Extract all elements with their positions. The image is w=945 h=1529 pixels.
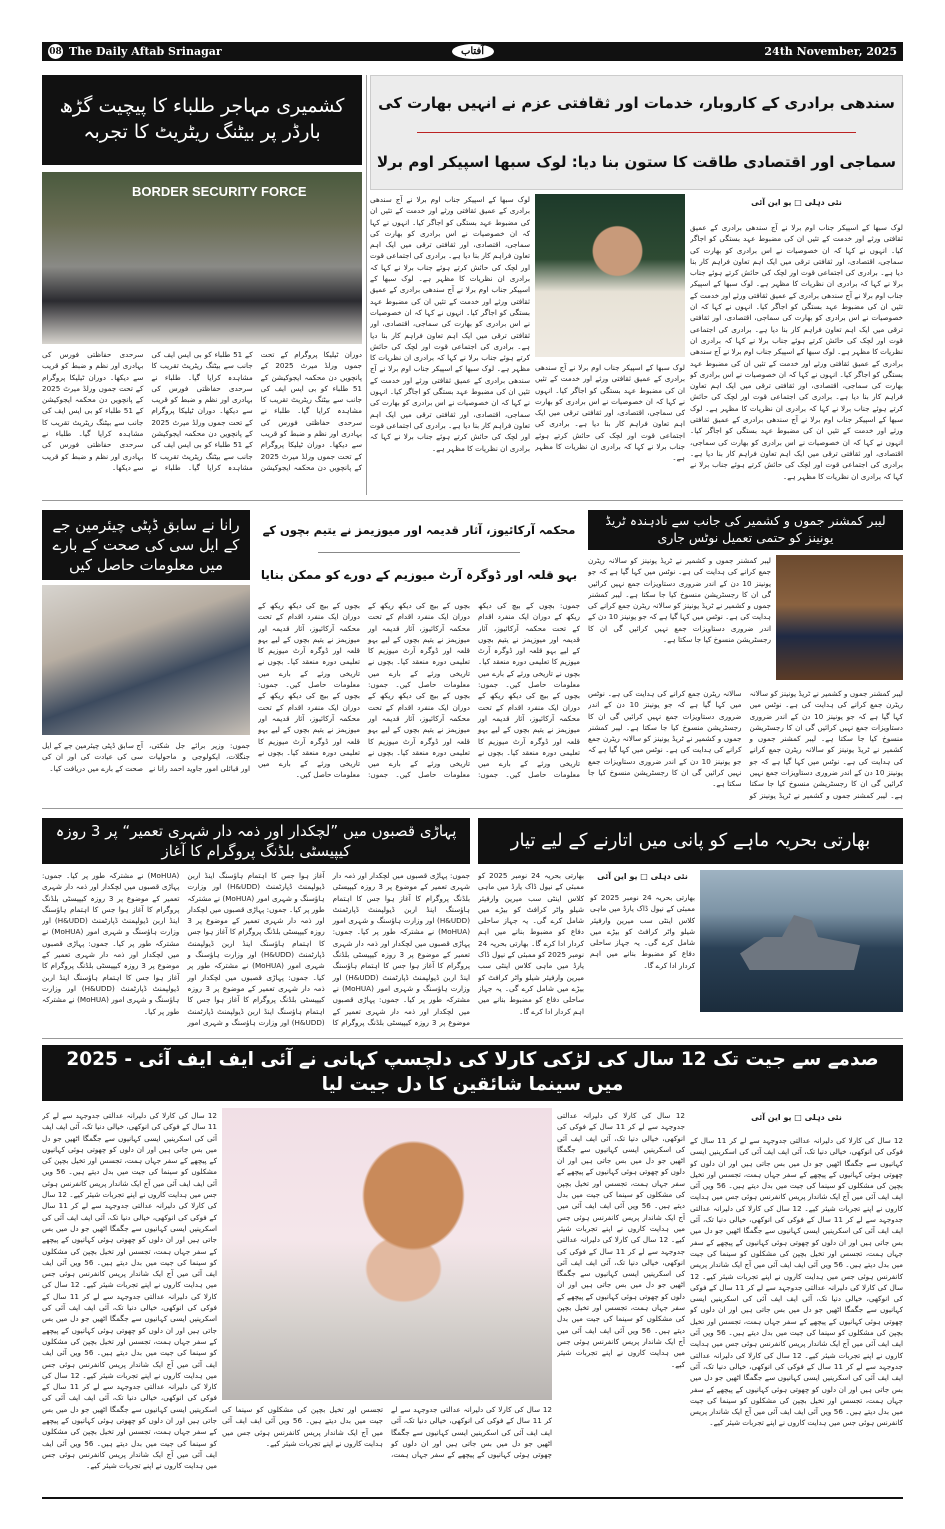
capacity-headline: پہاڑی قصبوں میں ”لچکدار اور ذمہ دار شہری تعمیر“ پر 3 روزہ کیپیسٹی بلڈنگ پروگرام کا آغاز	[42, 818, 470, 864]
orphans-headline-line2: بہو قلعہ اور ڈوگرہ آرٹ میوزیم کے دورے کو ممکن بنایا	[260, 567, 578, 582]
students-headline: کشمیری مہاجر طلباء کا پیچیت گڑھ بارڈر پر بیٹنگ ریٹریٹ کا تجربہ	[42, 75, 362, 165]
iffi-body-col1: 12 سال کی کارلا کی دلیرانہ عدالتی جدوجہد سے لے کر 11 سال کے فوکی کی انوکھی، خیالی دنیا تک، آئی ایف ایف آئی کی اسکرینیں ایسی کہانیوں سے جگمگا اٹھیں جو دل میں بس جاتی ہیں اور ان دلوں کو چھوتی ہوئی کہانیوں کے پیچھے کے سفر جہاں ہمت، تجسس اور تخیل بچپن کی مشکلوں کو سینما کی جیت میں بدل دیتے ہیں۔ 56 ویں آئی ایف ایف آئی میں آج ایک شاندار پریس کانفرنس ہوئی جس میں ہدایت کاروں نے اپنے تجربات شیئر کیے۔ 12 سال کی کارلا کی دلیرانہ عدالتی جدوجہد سے لے کر 11 سال کے فوکی کی انوکھی، خیالی دنیا تک، آئی ایف ایف آئی کی اسکرینیں ایسی کہانیوں سے جگمگا اٹھیں جو دل میں بس جاتی ہیں اور ان دلوں کو چھوتی ہوئی کہانیوں کے پیچھے کے سفر جہاں ہمت، تجسس اور تخیل بچپن کی مشکلوں کو سینما کی جیت میں بدل دیتے ہیں۔ 56 ویں آئی ایف ایف آئی میں آج ایک شاندار پریس کانفرنس ہوئی جس میں ہدایت کاروں نے اپنے تجربات شیئر کیے۔ 12 سال کی کارلا کی دلیرانہ عدالتی جدوجہد سے لے کر 11 سال کے فوکی کی انوکھی، خیالی دنیا تک، آئی ایف ایف آئی کی اسکرینیں ایسی کہانیوں سے جگمگا اٹھیں جو دل میں بس جاتی ہیں اور ان دلوں کو چھوتی ہوئی کہانیوں کے پیچھے کے سفر جہاں ہمت، تجسس اور تخیل بچپن کی مشکلوں کو سینما کی جیت میں بدل دیتے ہیں۔ 56 ویں آئی ایف ایف آئی میں آج ایک شاندار پریس کانفرنس ہوئی جس میں ہدایت کاروں نے اپنے تجربات شیئر کیے۔ 12 سال کی کارلا کی دلیرانہ عدالتی جدوجہد سے لے کر 11 سال کے فوکی کی انوکھی، خیالی دنیا تک، آئی ایف ایف آئی کی اسکرینیں ایسی کہانیوں سے جگمگا اٹھیں جو دل میں بس جاتی ہیں اور ان دلوں کو چھوتی ہوئی کہانیوں کے پیچھے کے سفر جہاں ہمت، تجسس اور تخیل بچپن کی مشکلوں کو سینما کی جیت میں بدل دیتے ہیں۔ 56 ویں آئی ایف ایف آئی میں آج ایک شاندار پریس کانفرنس ہوئی جس میں ہدایت کاروں نے اپنے تجربات شیئر کیے۔	[690, 1136, 903, 1428]
navy-headline: بھارتی بحریہ ماہے کو پانی میں اتارنے کے لیے تیار	[478, 818, 903, 864]
orphans-headline	[258, 510, 580, 594]
divider	[366, 75, 367, 495]
rana-headline: رانا نے سابق ڈپٹی چیئرمین جے کے ایل سی کی صحت کے بارے میں معلومات حاصل کیں	[42, 510, 250, 580]
orphans-body: جموں: بچوں کے بیچ کی دیکھ ریکھ کے دوران ایک منفرد اقدام کے تحت محکمہ آرکائیوز، آثار قدیمہ اور میوزیمز نے یتیم بچوں کے لیے بہو قلعہ اور ڈوگرہ آرٹ میوزیم کا تعلیمی دورہ منعقد کیا۔ بچوں نے تاریخی ورثے کے بارے میں معلومات حاصل کیں۔ جموں: بچوں کے بیچ کی دیکھ ریکھ کے دوران ایک منفرد اقدام کے تحت محکمہ آرکائیوز، آثار قدیمہ اور میوزیمز نے یتیم بچوں کے لیے بہو قلعہ اور ڈوگرہ آرٹ میوزیم کا تعلیمی دورہ منعقد کیا۔ بچوں نے تاریخی ورثے کے بارے میں معلومات حاصل کیں۔ جموں: بچوں کے بیچ کی دیکھ ریکھ کے دوران ایک منفرد اقدام کے تحت محکمہ آرکائیوز، آثار قدیمہ اور میوزیمز نے یتیم بچوں کے لیے بہو قلعہ اور ڈوگرہ آرٹ میوزیم کا تعلیمی دورہ منعقد کیا۔ بچوں نے تاریخی ورثے کے بارے میں معلومات حاصل کیں۔ جموں: بچوں کے بیچ کی دیکھ ریکھ کے دوران ایک منفرد اقدام کے تحت محکمہ آرکائیوز، آثار قدیمہ اور میوزیمز نے یتیم بچوں کے لیے بہو قلعہ اور ڈوگرہ آرٹ میوزیم کا تعلیمی دورہ منعقد کیا۔ بچوں نے تاریخی ورثے کے بارے میں معلومات حاصل کیں۔ جموں: بچوں کے بیچ کی دیکھ ریکھ کے دوران ایک منفرد اقدام کے تحت محکمہ آرکائیوز، آثار قدیمہ اور میوزیمز نے یتیم بچوں کے لیے بہو قلعہ اور ڈوگرہ آرٹ میوزیم کا تعلیمی دورہ منعقد کیا۔ بچوں نے تاریخی ورثے کے بارے میں معلومات حاصل کیں۔ جموں: بچوں کے بیچ کی دیکھ ریکھ کے دوران ایک منفرد اقدام کے تحت محکمہ آرکائیوز، آثار قدیمہ اور میوزیمز نے یتیم بچوں کے لیے بہو قلعہ اور ڈوگرہ آرٹ میوزیم کا تعلیمی دورہ منعقد کیا۔ بچوں نے تاریخی ورثے کے بارے میں معلومات حاصل کیں۔	[258, 601, 580, 780]
paper-name: The Daily Aftab Srinagar	[69, 45, 222, 58]
rana-photo	[42, 585, 250, 735]
divider	[42, 1038, 903, 1039]
navy-body-col1: بھارتی بحریہ 24 نومبر 2025 کو ممبئی کے نیول ڈاک یارڈ میں ماہی کلاس اینٹی سب میرین وارفیئر شیلو واٹر کرافٹ کو بیڑے میں شامل کرے گی۔ یہ جہاز ساحلی دفاع کو مضبوط بنانے میں اہم کردار ادا کرے گا۔	[590, 893, 695, 970]
carla-photo	[222, 1108, 552, 1400]
photo-sign: BORDER SECURITY FORCE	[132, 184, 307, 199]
sindhi-body-col3: لوک سبھا کے اسپیکر جناب اوم برلا نے آج سندھی برادری کے عمیق ثقافتی ورثے اور خدمت کے تئیں ان کی مضبوط عہد بستگی کو اجاگر کیا۔ انہوں نے کہا کہ ان خصوصیات نے اس برادری کو بھارت کی سماجی، اقتصادی، اور ثقافتی ترقی میں ایک اہم تعاون فراہم کار بنا دیا ہے۔ برادری کی اجتماعی قوت اور لچک کی حائش کرتے ہوئے جناب برلا نے کہا کہ برادری ان نظریات کا مظہر ہے۔ لوک سبھا کے اسپیکر جناب اوم برلا نے آج سندھی برادری کے عمیق ثقافتی ورثے اور خدمت کے تئیں ان کی مضبوط عہد بستگی کو اجاگر کیا۔ انہوں نے کہا کہ ان خصوصیات نے اس برادری کو بھارت کی سماجی، اقتصادی، اور ثقافتی ترقی میں ایک اہم تعاون فراہم کار بنا دیا ہے۔ برادری کی اجتماعی قوت اور لچک کی حائش کرتے ہوئے جناب برلا نے کہا کہ برادری ان نظریات کا مظہر ہے۔ لوک سبھا کے اسپیکر جناب اوم برلا نے آج سندھی برادری کے عمیق ثقافتی ورثے اور خدمت کے تئیں ان کی مضبوط عہد بستگی کو اجاگر کیا۔ انہوں نے کہا کہ ان خصوصیات نے اس برادری کو بھارت کی سماجی، اقتصادی، اور ثقافتی ترقی میں ایک اہم تعاون فراہم کار بنا دیا ہے۔ برادری کی اجتماعی قوت اور لچک کی حائش کرتے ہوئے جناب برلا نے کہا کہ برادری ان نظریات کا مظہر ہے۔	[370, 195, 530, 453]
paper-logo: آفتاب	[452, 44, 494, 59]
divider	[42, 500, 903, 501]
ship-shape	[740, 915, 860, 970]
labour-body-top: لیبر کمشنر جموں و کشمیر نے ٹریڈ یونینز کو سالانہ ریٹرن جمع کرانے کی ہدایت کی ہے۔ نوٹس میں کہا گیا ہے کہ جو یونینز 10 دن کے اندر ضروری دستاویزات جمع نہیں کرائیں گی ان کا رجسٹریشن منسوخ کیا جا سکتا ہے۔ لیبر کمشنر جموں و کشمیر نے ٹریڈ یونینز کو سالانہ ریٹرن جمع کرانے کی ہدایت کی ہے۔ نوٹس میں کہا گیا ہے کہ جو یونینز 10 دن کے اندر ضروری دستاویزات جمع نہیں کرائیں گی ان کا رجسٹریشن منسوخ کیا جا سکتا ہے۔	[588, 556, 771, 645]
iffi-body-col4: 12 سال کی کارلا کی دلیرانہ عدالتی جدوجہد سے لے کر 11 سال کے فوکی کی انوکھی، خیالی دنیا تک، آئی ایف ایف آئی کی اسکرینیں ایسی کہانیوں سے جگمگا اٹھیں جو دل میں بس جاتی ہیں اور ان دلوں کو چھوتی ہوئی کہانیوں کے پیچھے کے سفر جہاں ہمت، تجسس اور تخیل بچپن کی مشکلوں کو سینما کی جیت میں بدل دیتے ہیں۔ 56 ویں آئی ایف ایف آئی میں آج ایک شاندار پریس کانفرنس ہوئی جس میں ہدایت کاروں نے اپنے تجربات شیئر کیے۔ 12 سال کی کارلا کی دلیرانہ عدالتی جدوجہد سے لے کر 11 سال کے فوکی کی انوکھی، خیالی دنیا تک، آئی ایف ایف آئی کی اسکرینیں ایسی کہانیوں سے جگمگا اٹھیں جو دل میں بس جاتی ہیں اور ان دلوں کو چھوتی ہوئی کہانیوں کے پیچھے کے سفر جہاں ہمت، تجسس اور تخیل بچپن کی مشکلوں کو سینما کی جیت میں بدل دیتے ہیں۔ 56 ویں آئی ایف ایف آئی میں آج ایک شاندار پریس کانفرنس ہوئی جس میں ہدایت کاروں نے اپنے تجربات شیئر کیے۔ 12 سال کی کارلا کی دلیرانہ عدالتی جدوجہد سے لے کر 11 سال کے فوکی کی انوکھی، خیالی دنیا تک، آئی ایف ایف آئی کی اسکرینیں ایسی کہانیوں سے جگمگا اٹھیں جو دل میں بس جاتی ہیں اور ان دلوں کو چھوتی ہوئی کہانیوں کے پیچھے کے سفر جہاں ہمت، تجسس اور تخیل بچپن کی مشکلوں کو سینما کی جیت میں بدل دیتے ہیں۔ 56 ویں آئی ایف ایف آئی میں آج ایک شاندار پریس کانفرنس ہوئی جس میں ہدایت کاروں نے اپنے تجربات شیئر کیے۔ 12 سال کی کارلا کی دلیرانہ عدالتی جدوجہد سے لے کر 11 سال کے فوکی کی انوکھی، خیالی دنیا تک، آئی ایف ایف آئی کی اسکرینیں ایسی کہانیوں سے جگمگا اٹھیں جو دل میں بس جاتی ہیں اور ان دلوں کو چھوتی ہوئی کہانیوں کے پیچھے کے سفر جہاں ہمت، تجسس اور تخیل بچپن کی مشکلوں کو سینما کی جیت میں بدل دیتے ہیں۔ 56 ویں آئی ایف ایف آئی میں آج ایک شاندار پریس کانفرنس ہوئی جس میں ہدایت کاروں نے اپنے تجربات شیئر کیے۔	[42, 1111, 217, 1471]
sindhi-headline-line2: سماجی اور اقتصادی طاقت کا ستون بنا دیا: لوک سبھا اسپیکر اوم برلا	[377, 153, 896, 171]
iffi-body-col2: 12 سال کی کارلا کی دلیرانہ عدالتی جدوجہد سے لے کر 11 سال کے فوکی کی انوکھی، خیالی دنیا تک، آئی ایف ایف آئی کی اسکرینیں ایسی کہانیوں سے جگمگا اٹھیں جو دل میں بس جاتی ہیں اور ان دلوں کو چھوتی ہوئی کہانیوں کے پیچھے کے سفر جہاں ہمت، تجسس اور تخیل بچپن کی مشکلوں کو سینما کی جیت میں بدل دیتے ہیں۔ 56 ویں آئی ایف ایف آئی میں آج ایک شاندار پریس کانفرنس ہوئی جس میں ہدایت کاروں نے اپنے تجربات شیئر کیے۔ 12 سال کی کارلا کی دلیرانہ عدالتی جدوجہد سے لے کر 11 سال کے فوکی کی انوکھی، خیالی دنیا تک، آئی ایف ایف آئی کی اسکرینیں ایسی کہانیوں سے جگمگا اٹھیں جو دل میں بس جاتی ہیں اور ان دلوں کو چھوتی ہوئی کہانیوں کے پیچھے کے سفر جہاں ہمت، تجسس اور تخیل بچپن کی مشکلوں کو سینما کی جیت میں بدل دیتے ہیں۔ 56 ویں آئی ایف ایف آئی میں آج ایک شاندار پریس کانفرنس ہوئی جس میں ہدایت کاروں نے اپنے تجربات شیئر کیے۔	[557, 1111, 685, 1369]
navy-body-col2: بھارتی بحریہ 24 نومبر 2025 کو ممبئی کے نیول ڈاک یارڈ میں ماہی کلاس اینٹی سب میرین وارفیئر شیلو واٹر کرافٹ کو بیڑے میں شامل کرے گی۔ یہ جہاز ساحلی دفاع کو مضبوط بنانے میں اہم کردار ادا کرے گا۔ بھارتی بحریہ 24 نومبر 2025 کو ممبئی کے نیول ڈاک یارڈ میں ماہی کلاس اینٹی سب میرین وارفیئر شیلو واٹر کرافٹ کو بیڑے میں شامل کرے گی۔ یہ جہاز ساحلی دفاع کو مضبوط بنانے میں اہم کردار ادا کرے گا۔	[478, 871, 584, 1016]
footer-rule	[42, 1497, 903, 1499]
students-photo	[42, 172, 362, 344]
iffi-headline: صدمے سے جیت تک 12 سال کی لڑکی کارلا کی دلچسپ کہانی نے آئی ایف ایف آئی - 2025 میں سینما شائقین کا دل جیت لیا	[42, 1045, 903, 1101]
students-body: دوران ٹیلیکا پروگرام کے تحت جموں ورلڈ میرٹ 2025 کے پانچویں دن محکمہ ایجوکیشن کے 51 طلباء کو بی ایس ایف کی جانب سے بیٹنگ ریٹریٹ تقریب کا مشاہدہ کرایا گیا۔ طلباء نے سرحدی حفاظتی فورس کی بہادری اور نظم و ضبط کو قریب سے دیکھا۔ دوران ٹیلیکا پروگرام کے تحت جموں ورلڈ میرٹ 2025 کے پانچویں دن محکمہ ایجوکیشن کے 51 طلباء کو بی ایس ایف کی جانب سے بیٹنگ ریٹریٹ تقریب کا مشاہدہ کرایا گیا۔ طلباء نے سرحدی حفاظتی فورس کی بہادری اور نظم و ضبط کو قریب سے دیکھا۔ دوران ٹیلیکا پروگرام کے تحت جموں ورلڈ میرٹ 2025 کے پانچویں دن محکمہ ایجوکیشن کے 51 طلباء کو بی ایس ایف کی جانب سے بیٹنگ ریٹریٹ تقریب کا مشاہدہ کرایا گیا۔ طلباء نے سرحدی حفاظتی فورس کی بہادری اور نظم و ضبط کو قریب سے دیکھا۔ دوران ٹیلیکا پروگرام کے تحت جموں ورلڈ میرٹ 2025 کے پانچویں دن محکمہ ایجوکیشن کے 51 طلباء کو بی ایس ایف کی جانب سے بیٹنگ ریٹریٹ تقریب کا مشاہدہ کرایا گیا۔ طلباء نے سرحدی حفاظتی فورس کی بہادری اور نظم و ضبط کو قریب سے دیکھا۔	[42, 350, 362, 472]
capacity-body: جموں: پہاڑی قصبوں میں لچکدار اور ذمہ دار شہری تعمیر کے موضوع پر 3 روزہ کیپیسٹی بلڈنگ پروگرام کا آغاز ہوا جس کا اہتمام ہاؤسنگ اینڈ اربن ڈیولپمنٹ ڈپارٹمنٹ (H&UDD) اور وزارت ہاؤسنگ و شہری امور (MoHUA) نے مشترکہ طور پر کیا۔ جموں: پہاڑی قصبوں میں لچکدار اور ذمہ دار شہری تعمیر کے موضوع پر 3 روزہ کیپیسٹی بلڈنگ پروگرام کا آغاز ہوا جس کا اہتمام ہاؤسنگ اینڈ اربن ڈیولپمنٹ ڈپارٹمنٹ (H&UDD) اور وزارت ہاؤسنگ و شہری امور (MoHUA) نے مشترکہ طور پر کیا۔ جموں: پہاڑی قصبوں میں لچکدار اور ذمہ دار شہری تعمیر کے موضوع پر 3 روزہ کیپیسٹی بلڈنگ پروگرام کا آغاز ہوا جس کا اہتمام ہاؤسنگ اینڈ اربن ڈیولپمنٹ ڈپارٹمنٹ (H&UDD) اور وزارت ہاؤسنگ و شہری امور (MoHUA) نے مشترکہ طور پر کیا۔ جموں: پہاڑی قصبوں میں لچکدار اور ذمہ دار شہری تعمیر کے موضوع پر 3 روزہ کیپیسٹی بلڈنگ پروگرام کا آغاز ہوا جس کا اہتمام ہاؤسنگ اینڈ اربن ڈیولپمنٹ ڈپارٹمنٹ (H&UDD) اور وزارت ہاؤسنگ و شہری امور (MoHUA) نے مشترکہ طور پر کیا۔ جموں: پہاڑی قصبوں میں لچکدار اور ذمہ دار شہری تعمیر کے موضوع پر 3 روزہ کیپیسٹی بلڈنگ پروگرام کا آغاز ہوا جس کا اہتمام ہاؤسنگ اینڈ اربن ڈیولپمنٹ ڈپارٹمنٹ (H&UDD) اور وزارت ہاؤسنگ و شہری امور (MoHUA) نے مشترکہ طور پر کیا۔ جموں: پہاڑی قصبوں میں لچکدار اور ذمہ دار شہری تعمیر کے موضوع پر 3 روزہ کیپیسٹی بلڈنگ پروگرام کا آغاز ہوا جس کا اہتمام ہاؤسنگ اینڈ اربن ڈیولپمنٹ ڈپارٹمنٹ (H&UDD) اور وزارت ہاؤسنگ و شہری امور (MoHUA) نے مشترکہ طور پر کیا۔ جموں: پہاڑی قصبوں میں لچکدار اور ذمہ دار شہری تعمیر کے موضوع پر 3 روزہ کیپیسٹی بلڈنگ پروگرام کا آغاز ہوا جس کا اہتمام ہاؤسنگ اینڈ اربن ڈیولپمنٹ ڈپارٹمنٹ (H&UDD) اور وزارت ہاؤسنگ و شہری امور (MoHUA) نے مشترکہ طور پر کیا۔	[42, 871, 470, 1027]
rana-body: جموں: وزیر برائے جل شکتی، جنگلات، ایکولوجی و ماحولیات اور قبائلی امور جاوید احمد رانا نے آج سابق ڈپٹی چیئرمین جے کے ایل سی کی عیادت کی اور ان کی صحت کے بارے میں دریافت کیا۔	[42, 741, 250, 773]
sindhi-body-col2: لوک سبھا کے اسپیکر جناب اوم برلا نے آج سندھی برادری کے عمیق ثقافتی ورثے اور خدمت کے تئیں ان کی مضبوط عہد بستگی کو اجاگر کیا۔ انہوں نے کہا کہ ان خصوصیات نے اس برادری کو بھارت کی سماجی، اقتصادی، اور ثقافتی ترقی میں ایک اہم تعاون فراہم کار بنا دیا ہے۔ برادری کی اجتماعی قوت اور لچک کی حائش کرتے ہوئے جناب برلا نے کہا کہ برادری ان نظریات کا مظہر ہے۔	[535, 363, 685, 463]
navy-ship-photo	[700, 870, 903, 1012]
iffi-dateline: نئی دہلی □ یو این آئی	[751, 1113, 842, 1122]
sindhi-headline	[370, 75, 903, 190]
orphans-headline-line1: محکمہ آرکائیوز، آثار قدیمہ اور میوزیمز نے یتیم بچوں کے	[262, 522, 576, 537]
sindhi-dateline: نئی دہلی □ یو این آئی	[751, 198, 842, 207]
om-birla-photo	[535, 194, 685, 357]
divider	[318, 552, 520, 553]
divider	[42, 808, 903, 809]
page-number: 08	[48, 44, 63, 59]
labour-commissioner-photo	[776, 555, 903, 680]
issue-date: 24th November, 2025	[764, 45, 897, 58]
divider	[417, 132, 856, 133]
labour-headline: لیبر کمشنر جموں و کشمیر کی جانب سے نادہندہ ٹریڈ یونینز کو حتمی تعمیل نوٹس جاری	[588, 510, 903, 550]
iffi-body-col3: 12 سال کی کارلا کی دلیرانہ عدالتی جدوجہد سے لے کر 11 سال کے فوکی کی انوکھی، خیالی دنیا تک، آئی ایف ایف آئی کی اسکرینیں ایسی کہانیوں سے جگمگا اٹھیں جو دل میں بس جاتی ہیں اور ان دلوں کو چھوتی ہوئی کہانیوں کے پیچھے کے سفر جہاں ہمت، تجسس اور تخیل بچپن کی مشکلوں کو سینما کی جیت میں بدل دیتے ہیں۔ 56 ویں آئی ایف ایف آئی میں آج ایک شاندار پریس کانفرنس ہوئی جس میں ہدایت کاروں نے اپنے تجربات شیئر کیے۔	[222, 1405, 552, 1460]
sindhi-body-col1: لوک سبھا کے اسپیکر جناب اوم برلا نے آج سندھی برادری کے عمیق ثقافتی ورثے اور خدمت کے تئیں ان کی مضبوط عہد بستگی کو اجاگر کیا۔ انہوں نے کہا کہ ان خصوصیات نے اس برادری کو بھارت کی سماجی، اقتصادی، اور ثقافتی ترقی میں ایک اہم تعاون فراہم کار بنا دیا ہے۔ برادری کی اجتماعی قوت اور لچک کی حائش کرتے ہوئے جناب برلا نے کہا کہ برادری ان نظریات کا مظہر ہے۔ لوک سبھا کے اسپیکر جناب اوم برلا نے آج سندھی برادری کے عمیق ثقافتی ورثے اور خدمت کے تئیں ان کی مضبوط عہد بستگی کو اجاگر کیا۔ انہوں نے کہا کہ ان خصوصیات نے اس برادری کو بھارت کی سماجی، اقتصادی، اور ثقافتی ترقی میں ایک اہم تعاون فراہم کار بنا دیا ہے۔ برادری کی اجتماعی قوت اور لچک کی حائش کرتے ہوئے جناب برلا نے کہا کہ برادری ان نظریات کا مظہر ہے۔ لوک سبھا کے اسپیکر جناب اوم برلا نے آج سندھی برادری کے عمیق ثقافتی ورثے اور خدمت کے تئیں ان کی مضبوط عہد بستگی کو اجاگر کیا۔ انہوں نے کہا کہ ان خصوصیات نے اس برادری کو بھارت کی سماجی، اقتصادی، اور ثقافتی ترقی میں ایک اہم تعاون فراہم کار بنا دیا ہے۔ برادری کی اجتماعی قوت اور لچک کی حائش کرتے ہوئے جناب برلا نے کہا کہ برادری ان نظریات کا مظہر ہے۔ لوک سبھا کے اسپیکر جناب اوم برلا نے آج سندھی برادری کے عمیق ثقافتی ورثے اور خدمت کے تئیں ان کی مضبوط عہد بستگی کو اجاگر کیا۔ انہوں نے کہا کہ ان خصوصیات نے اس برادری کو بھارت کی سماجی، اقتصادی، اور ثقافتی ترقی میں ایک اہم تعاون فراہم کار بنا دیا ہے۔ برادری کی اجتماعی قوت اور لچک کی حائش کرتے ہوئے جناب برلا نے کہا کہ برادری ان نظریات کا مظہر ہے۔	[690, 223, 903, 481]
labour-body: لیبر کمشنر جموں و کشمیر نے ٹریڈ یونینز کو سالانہ ریٹرن جمع کرانے کی ہدایت کی ہے۔ نوٹس میں کہا گیا ہے کہ جو یونینز 10 دن کے اندر ضروری دستاویزات جمع نہیں کرائیں گی ان کا رجسٹریشن منسوخ کیا جا سکتا ہے۔ لیبر کمشنر جموں و کشمیر نے ٹریڈ یونینز کو سالانہ ریٹرن جمع کرانے کی ہدایت کی ہے۔ نوٹس میں کہا گیا ہے کہ جو یونینز 10 دن کے اندر ضروری دستاویزات جمع نہیں کرائیں گی ان کا رجسٹریشن منسوخ کیا جا سکتا ہے۔ لیبر کمشنر جموں و کشمیر نے ٹریڈ یونینز کو سالانہ ریٹرن جمع کرانے کی ہدایت کی ہے۔ نوٹس میں کہا گیا ہے کہ جو یونینز 10 دن کے اندر ضروری دستاویزات جمع نہیں کرائیں گی ان کا رجسٹریشن منسوخ کیا جا سکتا ہے۔ لیبر کمشنر جموں و کشمیر نے ٹریڈ یونینز کو سالانہ ریٹرن جمع کرانے کی ہدایت کی ہے۔ نوٹس میں کہا گیا ہے کہ جو یونینز 10 دن کے اندر ضروری دستاویزات جمع نہیں کرائیں گی ان کا رجسٹریشن منسوخ کیا جا سکتا ہے۔	[588, 689, 903, 800]
sindhi-headline-line1: سندھی برادری کے کاروبار، خدمات اور ثقافتی عزم نے انہیں بھارت کی	[378, 94, 895, 112]
navy-dateline: نئی دہلی □ یو این آئی	[597, 872, 688, 881]
masthead-bar	[42, 42, 903, 61]
